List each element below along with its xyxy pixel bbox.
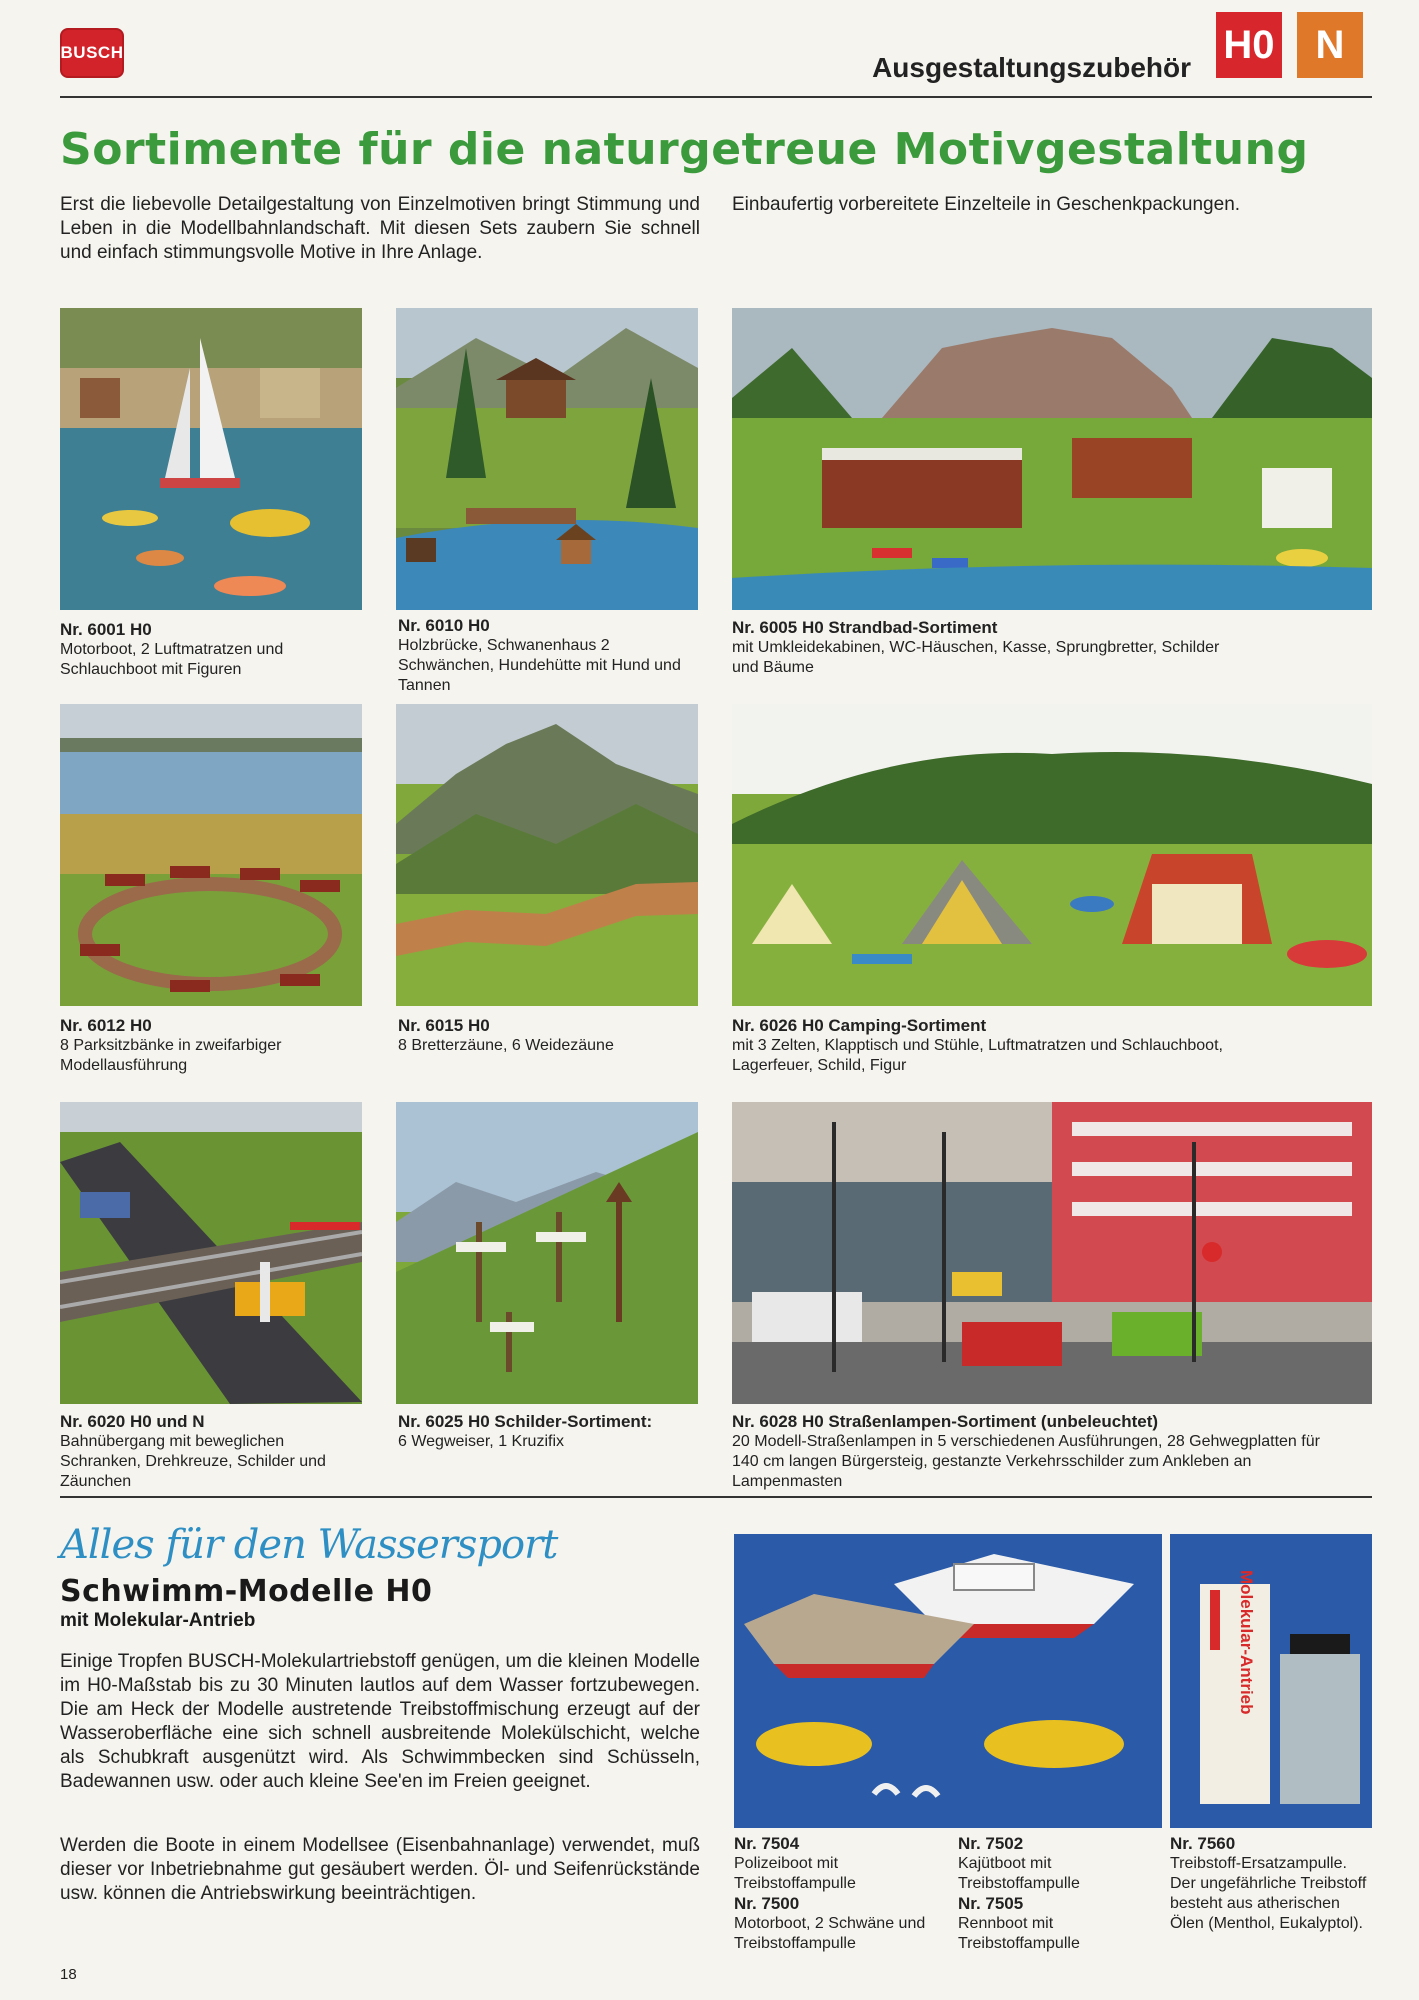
product-description: Rennboot mit Treibstoffampulle	[958, 1915, 1080, 1952]
product-number: Nr. 7505	[958, 1894, 1024, 1913]
product-description: Bahnübergang mit beweglichen Schranken, Drehkreuze, Schilder und Zäunchen	[60, 1433, 326, 1490]
product-number: Nr. 6010 H0	[398, 616, 490, 635]
product-number: Nr. 7504	[734, 1834, 800, 1853]
header-rule	[60, 96, 1372, 98]
product-number: Nr. 6026 H0 Camping-Sortiment	[732, 1016, 987, 1035]
photo-6001-harbor	[60, 308, 362, 610]
product-description: 6 Wegweiser, 1 Kruzifix	[398, 1433, 564, 1450]
product-description: 8 Parksitzbänke in zweifarbiger Modellausführung	[60, 1037, 282, 1074]
caption-7505	[958, 1894, 1158, 1954]
caption-6020	[60, 1412, 362, 1492]
water-paragraph-1: Einige Tropfen BUSCH-Molekulartriebstoff genügen, um die kleinen Modelle im H0-Maßstab bis zu 30 Minuten lautlos auf dem Wasser fortzubewegen. Die am Heck der Modelle austretende Treibstoffmischung erzeugt auf der Wasseroberfläche eine sich schnell ausbreitende Molekülschicht, welche als Schubkraft ausgenützt wird. Als Schwimmbecken sind Schüsseln, Badewannen usw. oder auch kleine See'en im Freien geeignet.	[60, 1651, 700, 1792]
photo-6005-beach	[732, 308, 1372, 610]
intro-text: Erst die liebevolle Detailgestaltung von Einzelmotiven bringt Stimmung und Leben in die Modellbahnlandschaft. Mit diesen Sets zaubern Sie schnell und einfach stimmungsvolle Motive in Ihre Anlage.	[60, 194, 700, 263]
photo-6026-camping	[732, 704, 1372, 1006]
product-description: Polizeiboot mit Treibstoffampulle	[734, 1855, 856, 1892]
product-number: Nr. 7502	[958, 1834, 1024, 1853]
product-number: Nr. 6025 H0 Schilder-Sortiment:	[398, 1412, 653, 1431]
badge-h0: H0	[1216, 12, 1282, 78]
product-number: Nr. 6001 H0	[60, 620, 152, 639]
section-rule	[60, 1496, 1372, 1498]
page-number: 18	[60, 1966, 77, 1983]
caption-7500	[734, 1894, 944, 1954]
product-description: 8 Bretterzäune, 6 Weidezäune	[398, 1037, 614, 1054]
caption-7504	[734, 1834, 944, 1894]
product-number: Nr. 7560	[1170, 1834, 1236, 1853]
photo-6012-benches	[60, 704, 362, 1006]
product-number: Nr. 6005 H0 Strandbad-Sortiment	[732, 618, 998, 637]
ampule-label: Molekular-Antrieb	[1237, 1570, 1256, 1715]
product-number: Nr. 7500	[734, 1894, 800, 1913]
product-description: 20 Modell-Straßenlampen in 5 verschiedenen Ausführungen, 28 Gehwegplatten für 140 cm langen Bürgersteig, gestanzte Verkehrsschilder zum Ankleben an Lampenmasten	[732, 1433, 1320, 1490]
product-description: mit Umkleidekabinen, WC-Häuschen, Kasse, Sprungbretter, Schilder und Bäume	[732, 639, 1220, 676]
photo-6020-crossing	[60, 1102, 362, 1404]
product-number: Nr. 6012 H0	[60, 1016, 152, 1035]
product-number: Nr. 6015 H0	[398, 1016, 490, 1035]
intro-note: Einbaufertig vorbereitete Einzelteile in Geschenkpackungen.	[732, 194, 1241, 215]
photo-ampule	[1170, 1534, 1372, 1828]
busch-logo: BUSCH	[60, 28, 124, 78]
water-paragraph-2: Werden die Boote in einem Modellsee (Eisenbahnanlage) verwendet, muß dieser vor Inbetriebnahme gut gesäubert werden. Öl- und Seifenrückstände usw. können die Antriebswirkung beeinträchtigen.	[60, 1835, 700, 1904]
caption-6028	[732, 1412, 1372, 1492]
caption-6025	[398, 1412, 698, 1452]
section-label: Ausgestaltungszubehör	[872, 52, 1191, 83]
product-description: Treibstoff-Ersatzampulle. Der ungefährliche Treibstoff besteht aus atherischen Ölen (Menthol, Eukalyptol).	[1170, 1855, 1367, 1932]
photo-6025-signs	[396, 1102, 698, 1404]
caption-7502	[958, 1834, 1158, 1894]
photo-boats	[734, 1534, 1162, 1828]
badge-n: N	[1297, 12, 1363, 78]
photo-6028-street	[732, 1102, 1372, 1404]
caption-6010	[398, 616, 698, 696]
product-description: Motorboot, 2 Schwäne und Treibstoffampulle	[734, 1915, 926, 1952]
caption-7560	[1170, 1834, 1372, 1934]
product-description: Motorboot, 2 Luftmatratzen und Schlauchboot mit Figuren	[60, 641, 284, 678]
product-number: Nr. 6028 H0 Straßenlampen-Sortiment (unbeleuchtet)	[732, 1412, 1159, 1431]
product-description: mit 3 Zelten, Klapptisch und Stühle, Luftmatratzen und Schlauchboot, Lagerfeuer, Schild, Figur	[732, 1037, 1223, 1074]
caption-6005	[732, 618, 1372, 678]
product-description: Holzbrücke, Schwanenhaus 2 Schwänchen, Hundehütte mit Hund und Tannen	[398, 637, 681, 694]
caption-6001	[60, 620, 362, 680]
product-number: Nr. 6020 H0 und N	[60, 1412, 205, 1431]
water-heading: Alles für den Wassersport	[60, 1522, 558, 1568]
photo-6010-bridge	[396, 308, 698, 610]
caption-6015	[398, 1016, 698, 1056]
product-description: Kajütboot mit Treibstoffampulle	[958, 1855, 1080, 1892]
swim-subtitle: mit Molekular-Antrieb	[60, 1610, 256, 1631]
page-title: Sortimente für die naturgetreue Motivgestaltung	[60, 124, 1309, 175]
caption-6012	[60, 1016, 362, 1076]
swim-title: Schwimm-Modelle H0	[60, 1574, 433, 1609]
caption-6026	[732, 1016, 1372, 1076]
photo-6015-fences	[396, 704, 698, 1006]
